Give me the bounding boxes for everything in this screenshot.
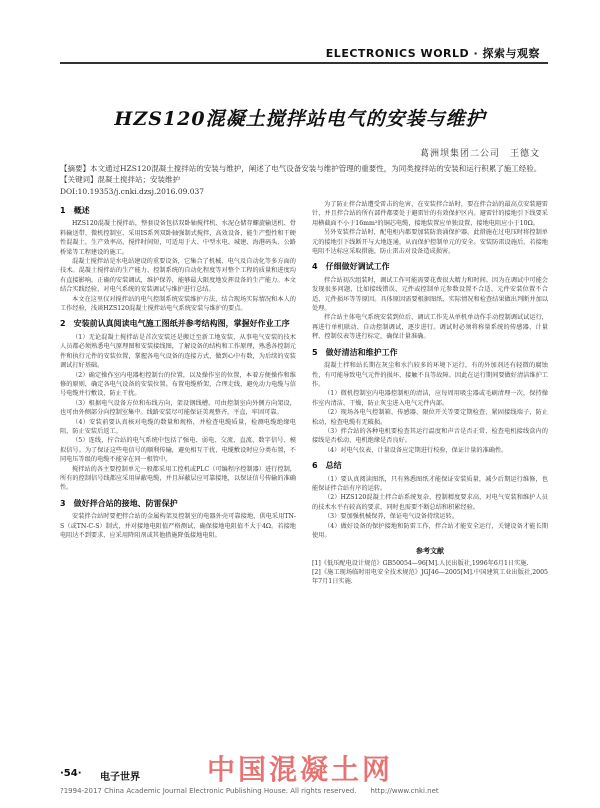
paragraph: 搅拌站的各主要控制单元一般都采用工控机或PLC（可编程序控制器）进行控制，所有的控制信号线都应采用屏蔽电缆，并且屏蔽层应可靠接地，以保证信号传输的准确性。 bbox=[60, 465, 296, 492]
paragraph: （1）微机控制室内电器控制柜的清洁，应每周用吸尘器或毛刷清理一次，保持操作室内清洁、干燥，防止灰尘进入电气元件内部。 bbox=[312, 390, 548, 407]
paragraph: 本文在这里仅对搅拌站的电气控制系统安装维护方法，结合现场实际情况和本人的工作经验，浅谈HZS120混凝土搅拌站电气系统安装与维护的要点。 bbox=[60, 295, 296, 313]
paragraph: 拌合站主体电气系统安装到位后，调试工作先从单机单动作手动控制调试试运行，再进行单机联动、自动控制调试，逐步进行。调试时必须将称量系统的传感器、计量秤、控制仪表等进行标定，确保计量准确。 bbox=[312, 314, 548, 341]
journal-name: 电子世界 bbox=[100, 772, 140, 783]
paragraph: 混凝土搅拌站是水电站建设的重要设备，它集合了机械、电气及自动化等多方面的技术。混凝土搅拌站的生产能力、控制系统的自动化程度等对整个工程的质量和进度均有直接影响，正确的安装调试，维护保养，能够最大限度地发挥设备的生产能力。本文结合实践经验，对电气系统的安装调试与维护进行总结。 bbox=[60, 258, 296, 294]
header-rule bbox=[60, 62, 548, 64]
section-heading: 3 做好拌合站的接地、防雷保护 bbox=[60, 498, 178, 508]
paragraph: （4）对电气仪表、计量设备应定期进行校验，保证计量的准确性。 bbox=[324, 446, 508, 454]
keywords: 【关键词】混凝土搅拌站；安装维护 bbox=[60, 175, 180, 184]
paragraph: （3）拌合站的各种电机要检查其运行温度和声音是否正常，检查电机接线盒内的接线是否松动，电机绝缘是否良好。 bbox=[312, 427, 548, 445]
paragraph: 混凝土拌和站长期在灰尘和水汽较多的环境下运行，有的外加剂还有轻微的腐蚀性，有可能导致电气元件的损坏、接触不良等故障。因此在运行期间要做好清洁维护工作。 bbox=[312, 362, 548, 388]
paragraph: （1）无论混凝土搅拌站是首次安装还是搬迁至新工地安装，从事电气安装的技术人员都必须熟悉电气原理图和安装接线图，了解设备的结构和工作原理，熟悉各控制元件和执行元件的安装位置，掌握各电气设备的连接方式，做到心中有数，为后续的安装调试打好基础。 bbox=[60, 333, 296, 370]
paragraph: （5）连线，拧合站的电气系统中包括了强电、弱电、交流、直流、数字信号、模拟信号。为了保证这些电信号的顺利传输，避免相互干扰，电缆敷设时应分类布置，不同电压等级的电缆不能穿在同一根管中。 bbox=[60, 437, 296, 464]
left-column bbox=[60, 200, 296, 540]
section-heading: 5 做好清洁和维护工作 bbox=[312, 347, 398, 357]
section-heading: 6 总结 bbox=[312, 461, 342, 471]
running-header bbox=[0, 42, 600, 64]
section-heading: 4 仔细做好调试工作 bbox=[312, 262, 390, 272]
references-heading: 参考文献 bbox=[416, 546, 444, 556]
paragraph: 为了防止拌合站遭受雷击的危害，在安装拌合站时，要在拌合站的最高点安装避雷针，并且拌合站的所有部件都要处于避雷针的有效保护区内。避雷针的接地引下线要采用横截面不小于16mm²的铜芯电缆，接地装置应单独设置，接地电阻应小于10Ω。 bbox=[312, 201, 548, 227]
paragraph: （4）做好设备的保护接地和防雷工作，拌合站才能安全运行，关键设备才能长期使用。 bbox=[312, 522, 548, 539]
paragraph: 另外安装拌合站时，配电柜内都要加装防浪涌保护器。此措施在过电压时将控制单元的接地引下线断开与大地连通，从而保护控制单元的安全。安装防雷设施后，若接地电阻不达标应采取措施，防止雷击对设备造成损害。 bbox=[312, 229, 548, 256]
paragraph: 安装拌合站时要把拌合站的金属构架及控制室的电器外壳可靠接地，供电采用TN-S（或TN-C-S）制式，并对接地电阻值严格测试，确保接地电阻值不大于4Ω。若接地电阻达不到要求，应采用降阻剂或其他措施降低接地电阻。 bbox=[60, 513, 296, 539]
doi: DOI:10.19353/j.cnki.dzsj.2016.09.037 bbox=[60, 187, 205, 196]
journal-section-label: ELECTRONICS WORLD · 探索与观察 bbox=[325, 47, 540, 60]
paragraph: （2）HZS120混凝土拌合站系统复杂、控制精度要求高，对电气安装和维护人员的技术水平有较高的要求，同时也需要不断总结和积累经验。 bbox=[312, 494, 548, 511]
paragraph: （2）现场各电气控制箱、传感器、限位开关等要定期检查，紧固接线端子，防止松动，检查电缆有无破损。 bbox=[312, 409, 548, 426]
section-heading: 1 概述 bbox=[60, 206, 90, 215]
author-line: 葛洲坝集团二公司 王德文 bbox=[419, 149, 540, 159]
watermark: 中国混凝土网 bbox=[206, 753, 393, 786]
section-heading: 2 安装前认真阅读电气施工图纸并参考结构图，掌握好作业工序 bbox=[60, 319, 290, 329]
abstract bbox=[60, 163, 548, 185]
page-number: ·54· bbox=[60, 768, 82, 779]
reference-item: [2]《施工现场临时用电安全技术规范》JGJ46—2005[M].中国建筑工业出版社,2005年7月1日实施. bbox=[312, 568, 548, 585]
abstract-text: 【摘要】本文通过HZS120混凝土搅拌站的安装与维护，阐述了电气设备安装与维护管理的重要性，为同类搅拌站的安装和运行积累了施工经验。 bbox=[60, 164, 542, 173]
reference-item: [1]《低压配电设计规范》GB50054—96[M].人民出版社,1996年6月1日实施. bbox=[312, 559, 529, 567]
paragraph: （3）要加强机械保养，保证电气设备持续运转。 bbox=[324, 513, 458, 521]
article-title: HZS120混凝土搅拌站电气的安装与维护 bbox=[114, 108, 486, 130]
paragraph: HZS120混凝土搅拌站，整套设备包括双卧轴搅拌机、水泥仓储存螺旋输送机、骨料输送带、微机控制室、采用IS系列双卧轴强制式搅拌，高效设备，能生产塑性和干硬性混凝土，生产效率高，搅拌时间短，可适用于大、中型水电、城建、海港码头、公路桥梁等工程建设的施工。 bbox=[60, 220, 296, 256]
paragraph: （2）确定操作室内电器柜控制台的位置，以及操作室的位置，本着方便操作和维修的原则，确定各电气设备的安装位置。布置电缆桥架，合理走线，避免动力电缆与信号电缆并行敷设，防止干扰。 bbox=[60, 371, 296, 398]
copyright-line: ?1994-2017 China Academic Journal Electronic Publishing House. All rights reserved. http://www.cnki.net bbox=[60, 787, 439, 795]
paragraph: 拌合站初次组装时，调试工作可能需要花费很大精力和时间。因为在调试中可能会发现很多问题，比如接线错误、元件或控制单元参数设置不合适、元件安装位置不合适、元件损坏等等原因。具体原因需要根据图纸、实际情况和检查结果做出判断并加以处理。 bbox=[312, 276, 548, 313]
paragraph: （4）安装前要认真核对电缆的数量和规格，并检查电缆质量，检测电缆绝缘电阻，防止安装后返工。 bbox=[60, 418, 296, 435]
paragraph: （3）根据电气设备方位和布线方向，架设钢线槽。可由控制室向外侧方向架设，也可由外侧部分向控制室集中。线路安装尽可能保证美观整齐，平直，牢固可靠。 bbox=[60, 399, 296, 417]
right-column bbox=[312, 200, 548, 586]
paragraph: （1）要认真阅读图纸，只有熟悉图纸才能保证安装质量，减少后期运行维修，也能保证拌合站有序的运转。 bbox=[312, 475, 548, 492]
